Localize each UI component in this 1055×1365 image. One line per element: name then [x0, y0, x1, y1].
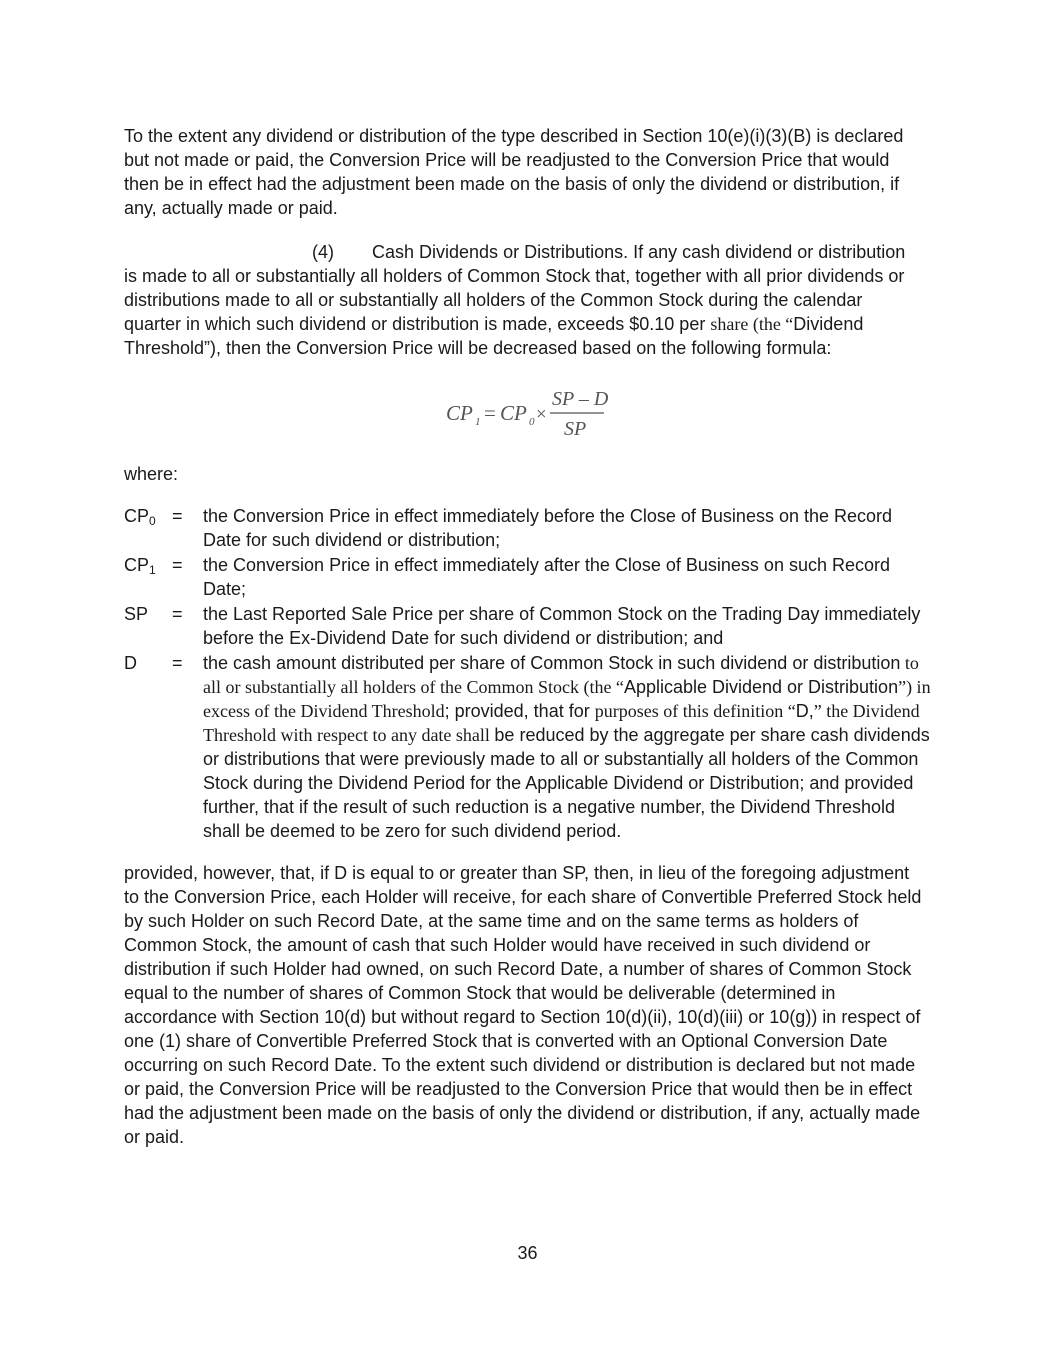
- page-number: 36: [517, 1243, 538, 1263]
- paragraph-provided-however: provided, however, that, if D is equal to or greater than SP, then, in lieu of the foregoing adjustment to the Conversion Price, each Holder will receive, for each share of Convertible Preferred Stock held by such Holder on such Record Date, at the same time and on the same terms as holders of Common Stock, the amount of cash that such Holder would have received in such dividend or distribution if such Holder had owned, on such Record Date, a number of shares of Common Stock equal to the number of shares of Common Stock that would be deliverable (determined in accordance with Section 10(d) but without regard to Section 10(d)(ii), 10(d)(iii) or 10(g)) in respect of one (1) share of Convertible Preferred Stock that is converted with an Optional Conversion Date occurring on such Record Date. To the extent such dividend or distribution is declared but not made or paid, the Conversion Price will be readjusted to the Conversion Price that would then be in effect had the adjustment been made on the basis of only the dividend or distribution, if any, actually made or paid.: [124, 863, 922, 1147]
- section-heading: Cash Dividends or Distributions.: [372, 242, 629, 262]
- formula-lhs: CP: [446, 401, 473, 425]
- definition-equals: =: [172, 555, 183, 575]
- defined-term-dividend-threshold: Dividend Threshold: [124, 314, 864, 358]
- where-label: where:: [124, 464, 179, 484]
- paragraph-cash-dividends: [124, 240, 914, 360]
- conversion-formula: [124, 383, 934, 441]
- definition-text: the cash amount distributed per share of Common Stock in such dividend or distribution to all or substantially all holders of the Common Stock (the “Applicable Dividend or Distribution”) in excess of the Dividend Threshold; provided, that for purposes of this definition “D,” the Dividend Threshold with respect to any date shall be reduced by the aggregate per share cash dividends or distributions that were previously made to all or substantially all holders of the Common Stock during the Dividend Period for the Applicable Dividend or Distribution; and provided further, that if the result of such reduction is a negative number, the Dividend Threshold shall be deemed to be zero for such dividend period.: [203, 653, 931, 841]
- defined-term-applicable-dividend: Applicable Dividend or Distribution: [623, 677, 899, 697]
- formula-rhs-sub: 0: [529, 416, 535, 428]
- formula-times: ×: [536, 404, 547, 425]
- formula-numerator: SP – D: [552, 388, 609, 410]
- section-number: (4): [312, 242, 334, 262]
- definition-equals: =: [172, 653, 183, 673]
- definition-text: the Last Reported Sale Price per share of Common Stock on the Trading Day immediately before the Ex-Dividend Date for such dividend or distribution; and: [203, 604, 921, 648]
- formula-equals: =: [484, 401, 496, 425]
- section-text-c: ”), then the Conversion Price will be decreased based on the following formula:: [204, 338, 832, 358]
- document-page: [124, 124, 934, 1149]
- definition-term: SP: [124, 604, 149, 624]
- definition-cp0: [124, 504, 934, 552]
- section-text-a: If any cash dividend or distribution is made to all or substantially all holders of Common Stock that, together with all prior dividends or distributions made to all or substantially all holders of the Common Stock during the calendar quarter in which such dividend or distribution is made, exceeds $0.10 per: [124, 242, 906, 334]
- definition-equals: =: [172, 506, 183, 526]
- section-text-b: share (the “: [710, 314, 794, 334]
- definition-text: the Conversion Price in effect immediately before the Close of Business on the Record Date for such dividend or distribution;: [203, 506, 893, 550]
- definition-d: [124, 651, 934, 843]
- definition-term: D: [124, 653, 137, 673]
- definition-sp: [124, 602, 934, 650]
- formula-rhs: CP: [500, 401, 527, 425]
- definition-equals: =: [172, 604, 183, 624]
- formula-denominator: SP: [564, 418, 587, 440]
- definition-term: $CP_0$: [124, 506, 156, 528]
- definition-cp1: [124, 553, 934, 601]
- paragraph-readjustment: To the extent any dividend or distribution of the type described in Section 10(e)(i)(3)(B) is declared but not made or paid, the Conversion Price will be readjusted to the Conversion Price that would then be in effect had the adjustment been made on the basis of only the dividend or distribution, if any, actually made or paid.: [124, 126, 904, 218]
- formula-graphic: [442, 383, 612, 441]
- definitions-list: [124, 504, 934, 843]
- formula-lhs-sub: 1: [475, 416, 481, 428]
- definition-term: $CP_1$: [124, 555, 156, 577]
- definition-text: the Conversion Price in effect immediately after the Close of Business on such Record Date;: [203, 555, 891, 599]
